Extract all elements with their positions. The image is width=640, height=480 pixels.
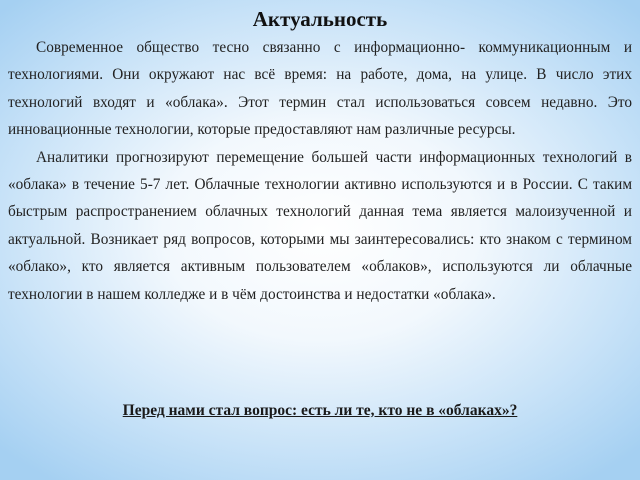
slide-body [8,34,632,308]
research-question: Перед нами стал вопрос: есть ли те, кто не в «облаках»? [122,402,518,419]
slide-title: Актуальность [252,7,388,31]
paragraph-2: Аналитики прогнозируют перемещение большей части информационных технологий в «облака» в течение 5-7 лет. Облачные технологии активно используются и в России. С таким быстрым распространением облачных технологий данная тема является малоизученной и актуальной. Возникает ряд вопросов, которыми мы заинтересовались: кто знаком с термином «облако», кто является активным пользователем «облаков», используются ли облачные технологии в нашем колледже и в чём достоинства и недостатки «облака». [8,148,632,303]
paragraph-1: Современное общество тесно связанно с информационно- коммуникационным и технологиями. Они окружают нас всё время: на работе, дома, на улице. В число этих технологий входят и «облака». Этот термин стал использоваться совсем недавно. Это инновационные технологии, которые предоставляют нам различные ресурсы. [8,39,632,139]
